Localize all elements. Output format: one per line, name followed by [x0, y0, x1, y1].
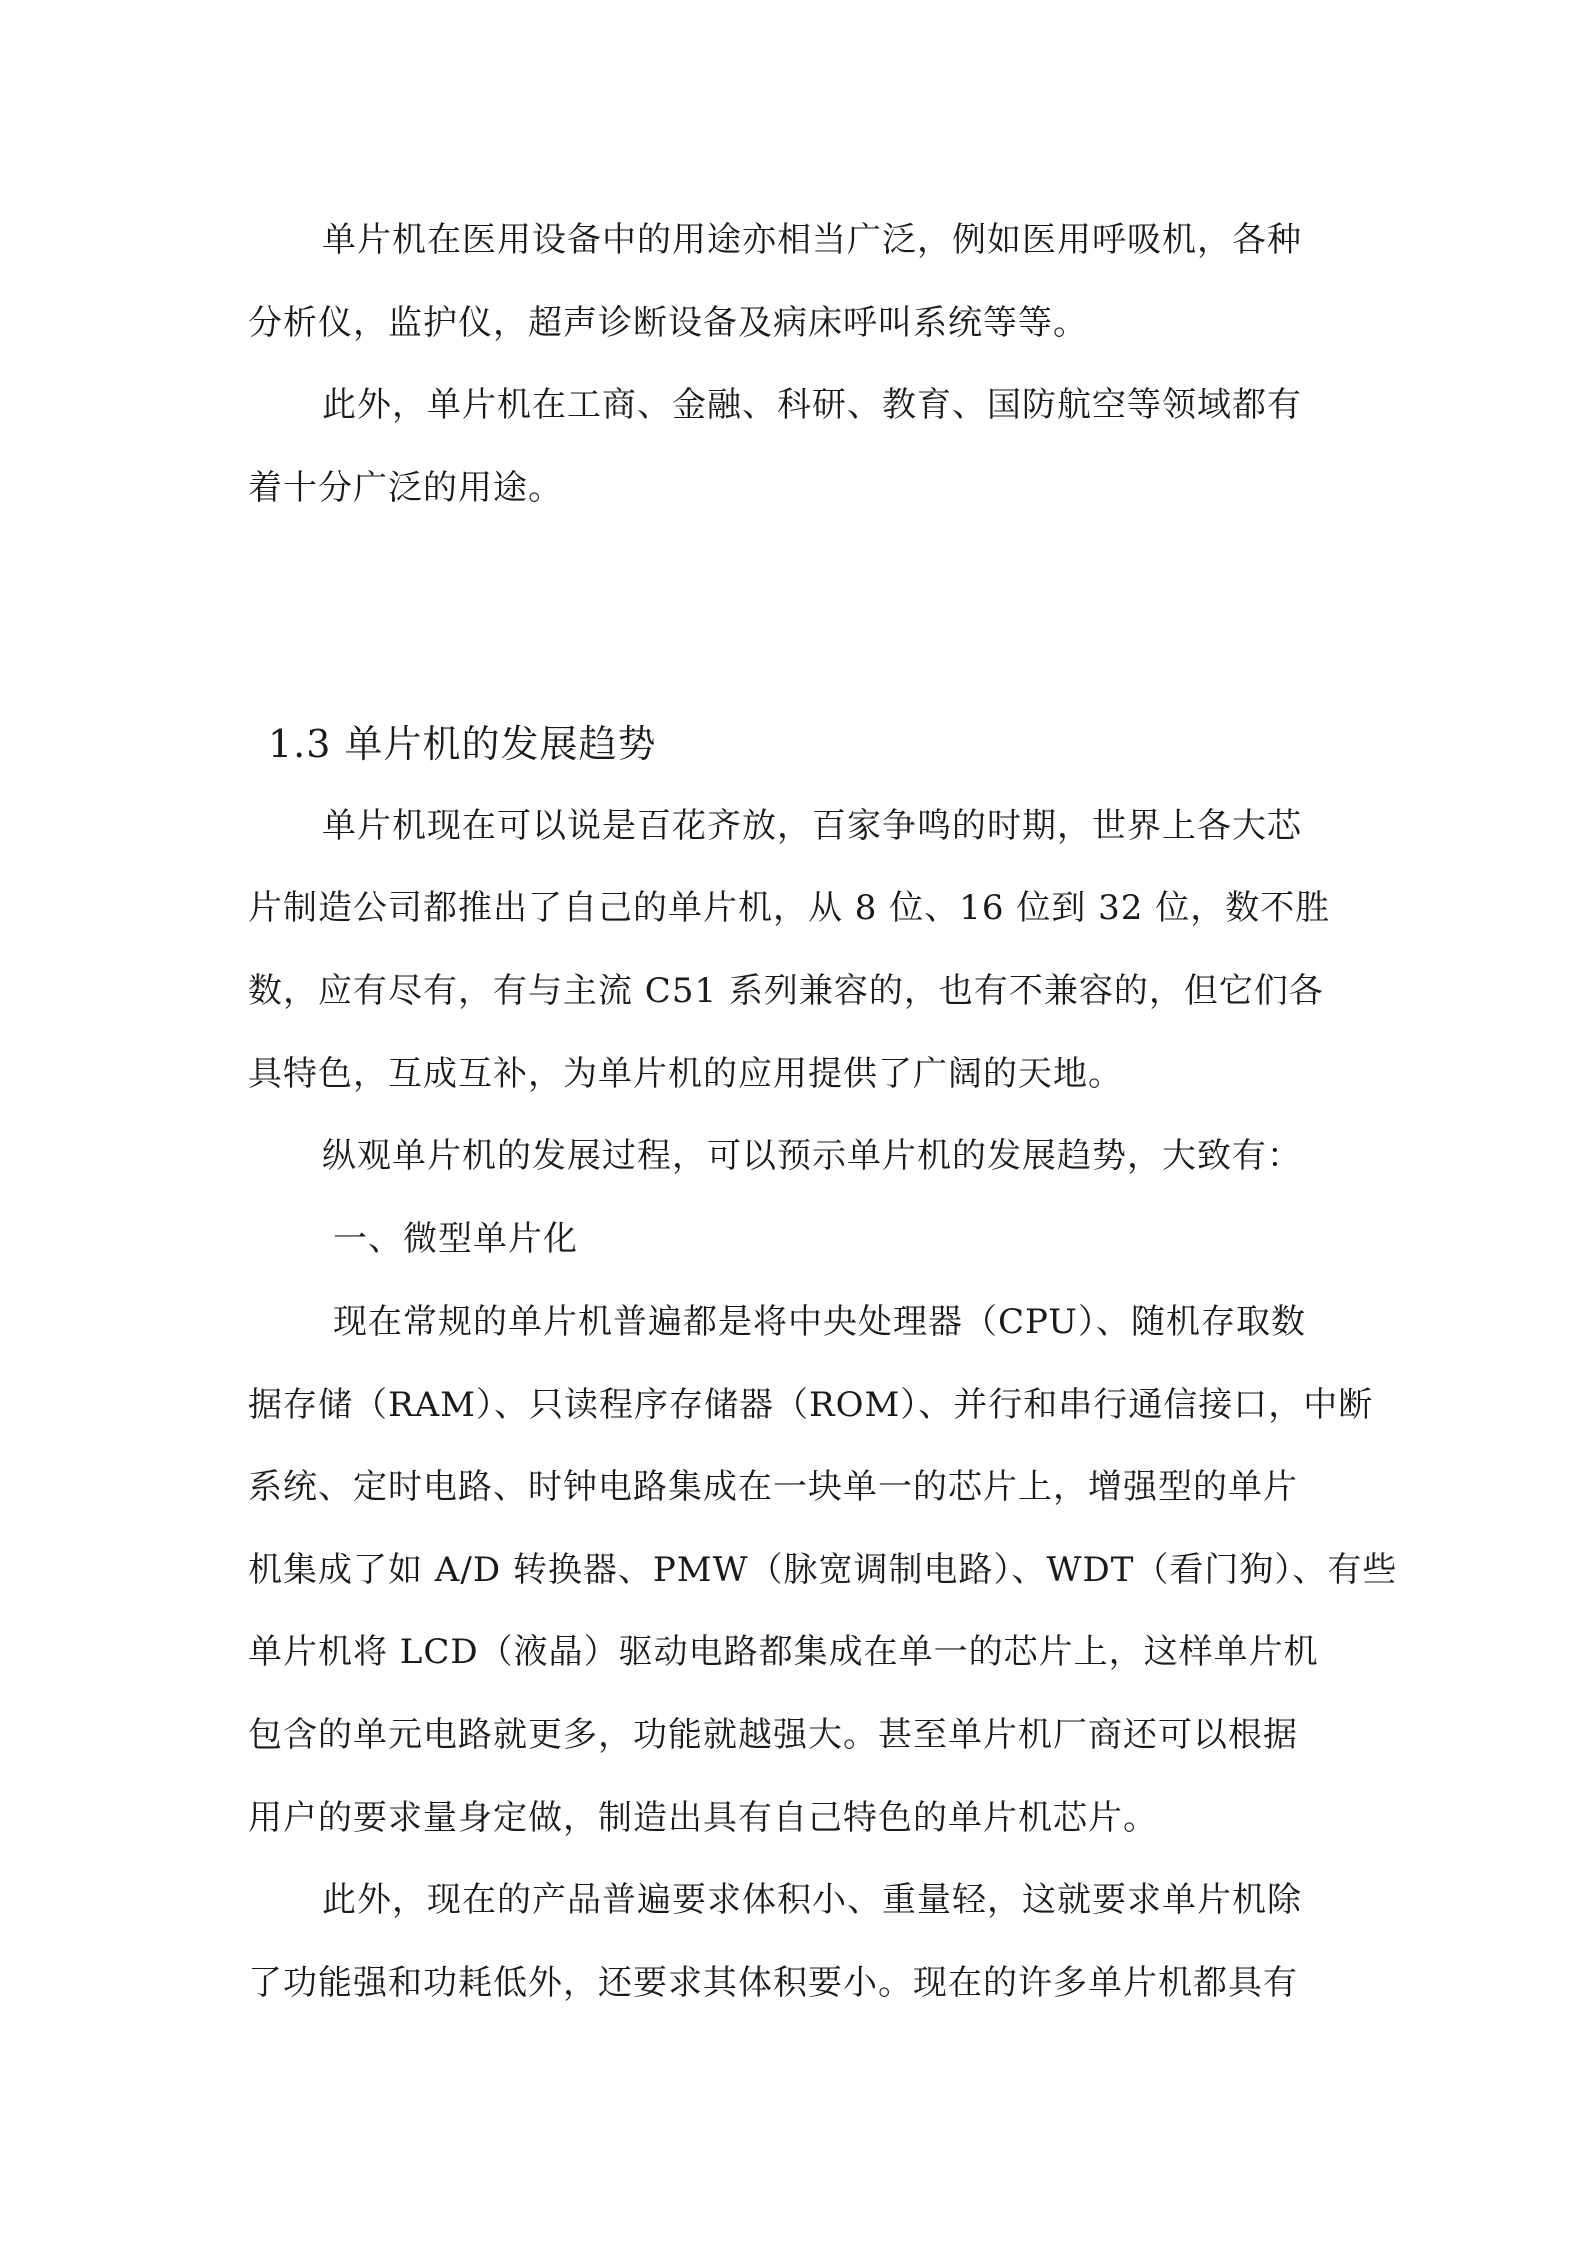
- paragraph-line: 系统、定时电路、时钟电路集成在一块单一的芯片上，增强型的单片: [248, 1467, 1298, 1507]
- paragraph-line: 用户的要求量身定做，制造出具有自己特色的单片机芯片。: [248, 1798, 1158, 1838]
- paragraph-line: 着十分广泛的用途。: [248, 468, 563, 508]
- subsection-heading: 一、微型单片化: [333, 1219, 578, 1259]
- paragraph-line: 分析仪，监护仪，超声诊断设备及病床呼叫系统等等。: [248, 303, 1088, 343]
- paragraph-line: 纵观单片机的发展过程，可以预示单片机的发展趋势，大致有：: [322, 1136, 1302, 1176]
- paragraph-line: 包含的单元电路就更多，功能就越强大。甚至单片机厂商还可以根据: [248, 1715, 1298, 1755]
- paragraph-line: 了功能强和功耗低外，还要求其体积要小。现在的许多单片机都具有: [248, 1963, 1298, 2003]
- paragraph-line: 单片机现在可以说是百花齐放，百家争鸣的时期，世界上各大芯: [322, 806, 1302, 846]
- paragraph-line: 具特色，互成互补，为单片机的应用提供了广阔的天地。: [248, 1054, 1123, 1094]
- paragraph-line: 据存储（RAM）、只读程序存储器（ROM）、并行和串行通信接口，中断: [248, 1385, 1374, 1425]
- paragraph-line: 单片机在医用设备中的用途亦相当广泛，例如医用呼吸机，各种: [322, 220, 1302, 260]
- paragraph-line: 此外，现在的产品普遍要求体积小、重量轻，这就要求单片机除: [322, 1880, 1302, 1920]
- section-heading: 1.3 单片机的发展趋势: [268, 722, 657, 766]
- paragraph-line: 机集成了如 A/D 转换器、PMW（脉宽调制电路）、WDT（看门狗）、有些: [248, 1550, 1398, 1590]
- paragraph-line: 现在常规的单片机普遍都是将中央处理器（CPU）、随机存取数: [333, 1302, 1306, 1342]
- paragraph-line: 数，应有尽有，有与主流 C51 系列兼容的，也有不兼容的，但它们各: [248, 971, 1324, 1011]
- paragraph-line: 单片机将 LCD（液晶）驱动电路都集成在单一的芯片上，这样单片机: [248, 1632, 1319, 1672]
- paragraph-line: 片制造公司都推出了自己的单片机，从 8 位、16 位到 32 位，数不胜: [248, 888, 1331, 928]
- paragraph-line: 此外，单片机在工商、金融、科研、教育、国防航空等领域都有: [322, 385, 1302, 425]
